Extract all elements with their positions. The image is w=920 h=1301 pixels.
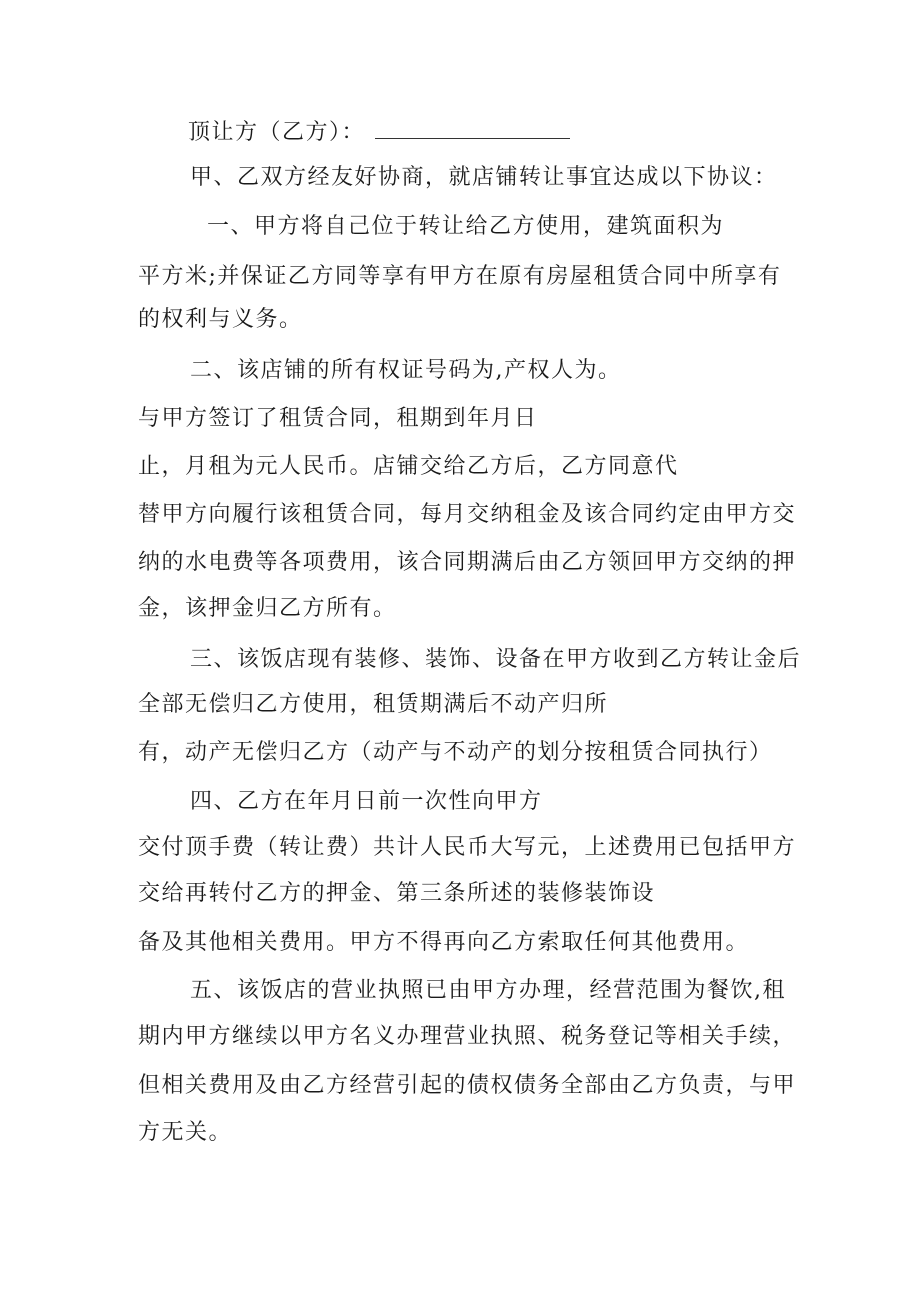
clause-1-line-1: 一、甲方将自己位于转让给乙方使用，建筑面积为 [207, 214, 725, 239]
clause-3-line-2: 全部无偿归乙方使用，租赁期满后不动产归所 [138, 692, 609, 717]
clause-3-line-3: 有，动产无偿归乙方（动产与不动产的划分按租赁合同执行） [138, 740, 773, 765]
clause-3-line-1: 三、该饭店现有装修、装饰、设备在甲方收到乙方转让金后 [190, 647, 802, 672]
clause-4-line-4: 备及其他相关费用。甲方不得再向乙方索取任何其他费用。 [138, 930, 750, 955]
transferee-signature-blank [375, 118, 570, 139]
clause-1-line-2: 平方米;并保证乙方同等享有甲方在原有房屋租赁合同中所享有 [138, 264, 782, 289]
clause-2-line-3: 止，月租为元人民币。店铺交给乙方后，乙方同意代 [138, 454, 679, 479]
transferee-line [188, 118, 570, 148]
clause-5-line-4: 方无关。 [138, 1120, 233, 1145]
clause-4-line-3: 交给再转付乙方的押金、第三条所述的装修装饰设 [138, 881, 656, 906]
clause-5-line-1: 五、该饭店的营业执照已由甲方办理，经营范围为餐饮,租 [190, 978, 786, 1003]
clause-5-line-3: 但相关费用及由乙方经营引起的债权债务全部由乙方负责，与甲 [138, 1073, 797, 1098]
intro-paragraph: 甲、乙双方经友好协商，就店铺转让事宜达成以下协议： [190, 165, 778, 190]
clause-4-line-1: 四、乙方在年月日前一次性向甲方 [190, 789, 543, 814]
clause-2-line-1: 二、该店铺的所有权证号码为,产权人为。 [190, 358, 622, 383]
clause-1-line-3: 的权利与义务。 [138, 307, 303, 332]
transferee-label: 顶让方（乙方）： [188, 120, 366, 145]
clause-2-line-6: 金，该押金归乙方所有。 [138, 596, 397, 621]
clause-4-line-2: 交付顶手费（转让费）共计人民币大写元，上述费用已包括甲方 [138, 835, 797, 860]
clause-2-line-5: 纳的水电费等各项费用，该合同期满后由乙方领回甲方交纳的押 [138, 550, 797, 575]
clause-2-line-2: 与甲方签订了租赁合同，租期到年月日 [138, 406, 538, 431]
clause-2-line-4: 替甲方向履行该租赁合同，每月交纳租金及该合同约定由甲方交 [138, 502, 797, 527]
clause-5-line-2: 期内甲方继续以甲方名义办理营业执照、税务登记等相关手续， [138, 1024, 797, 1049]
